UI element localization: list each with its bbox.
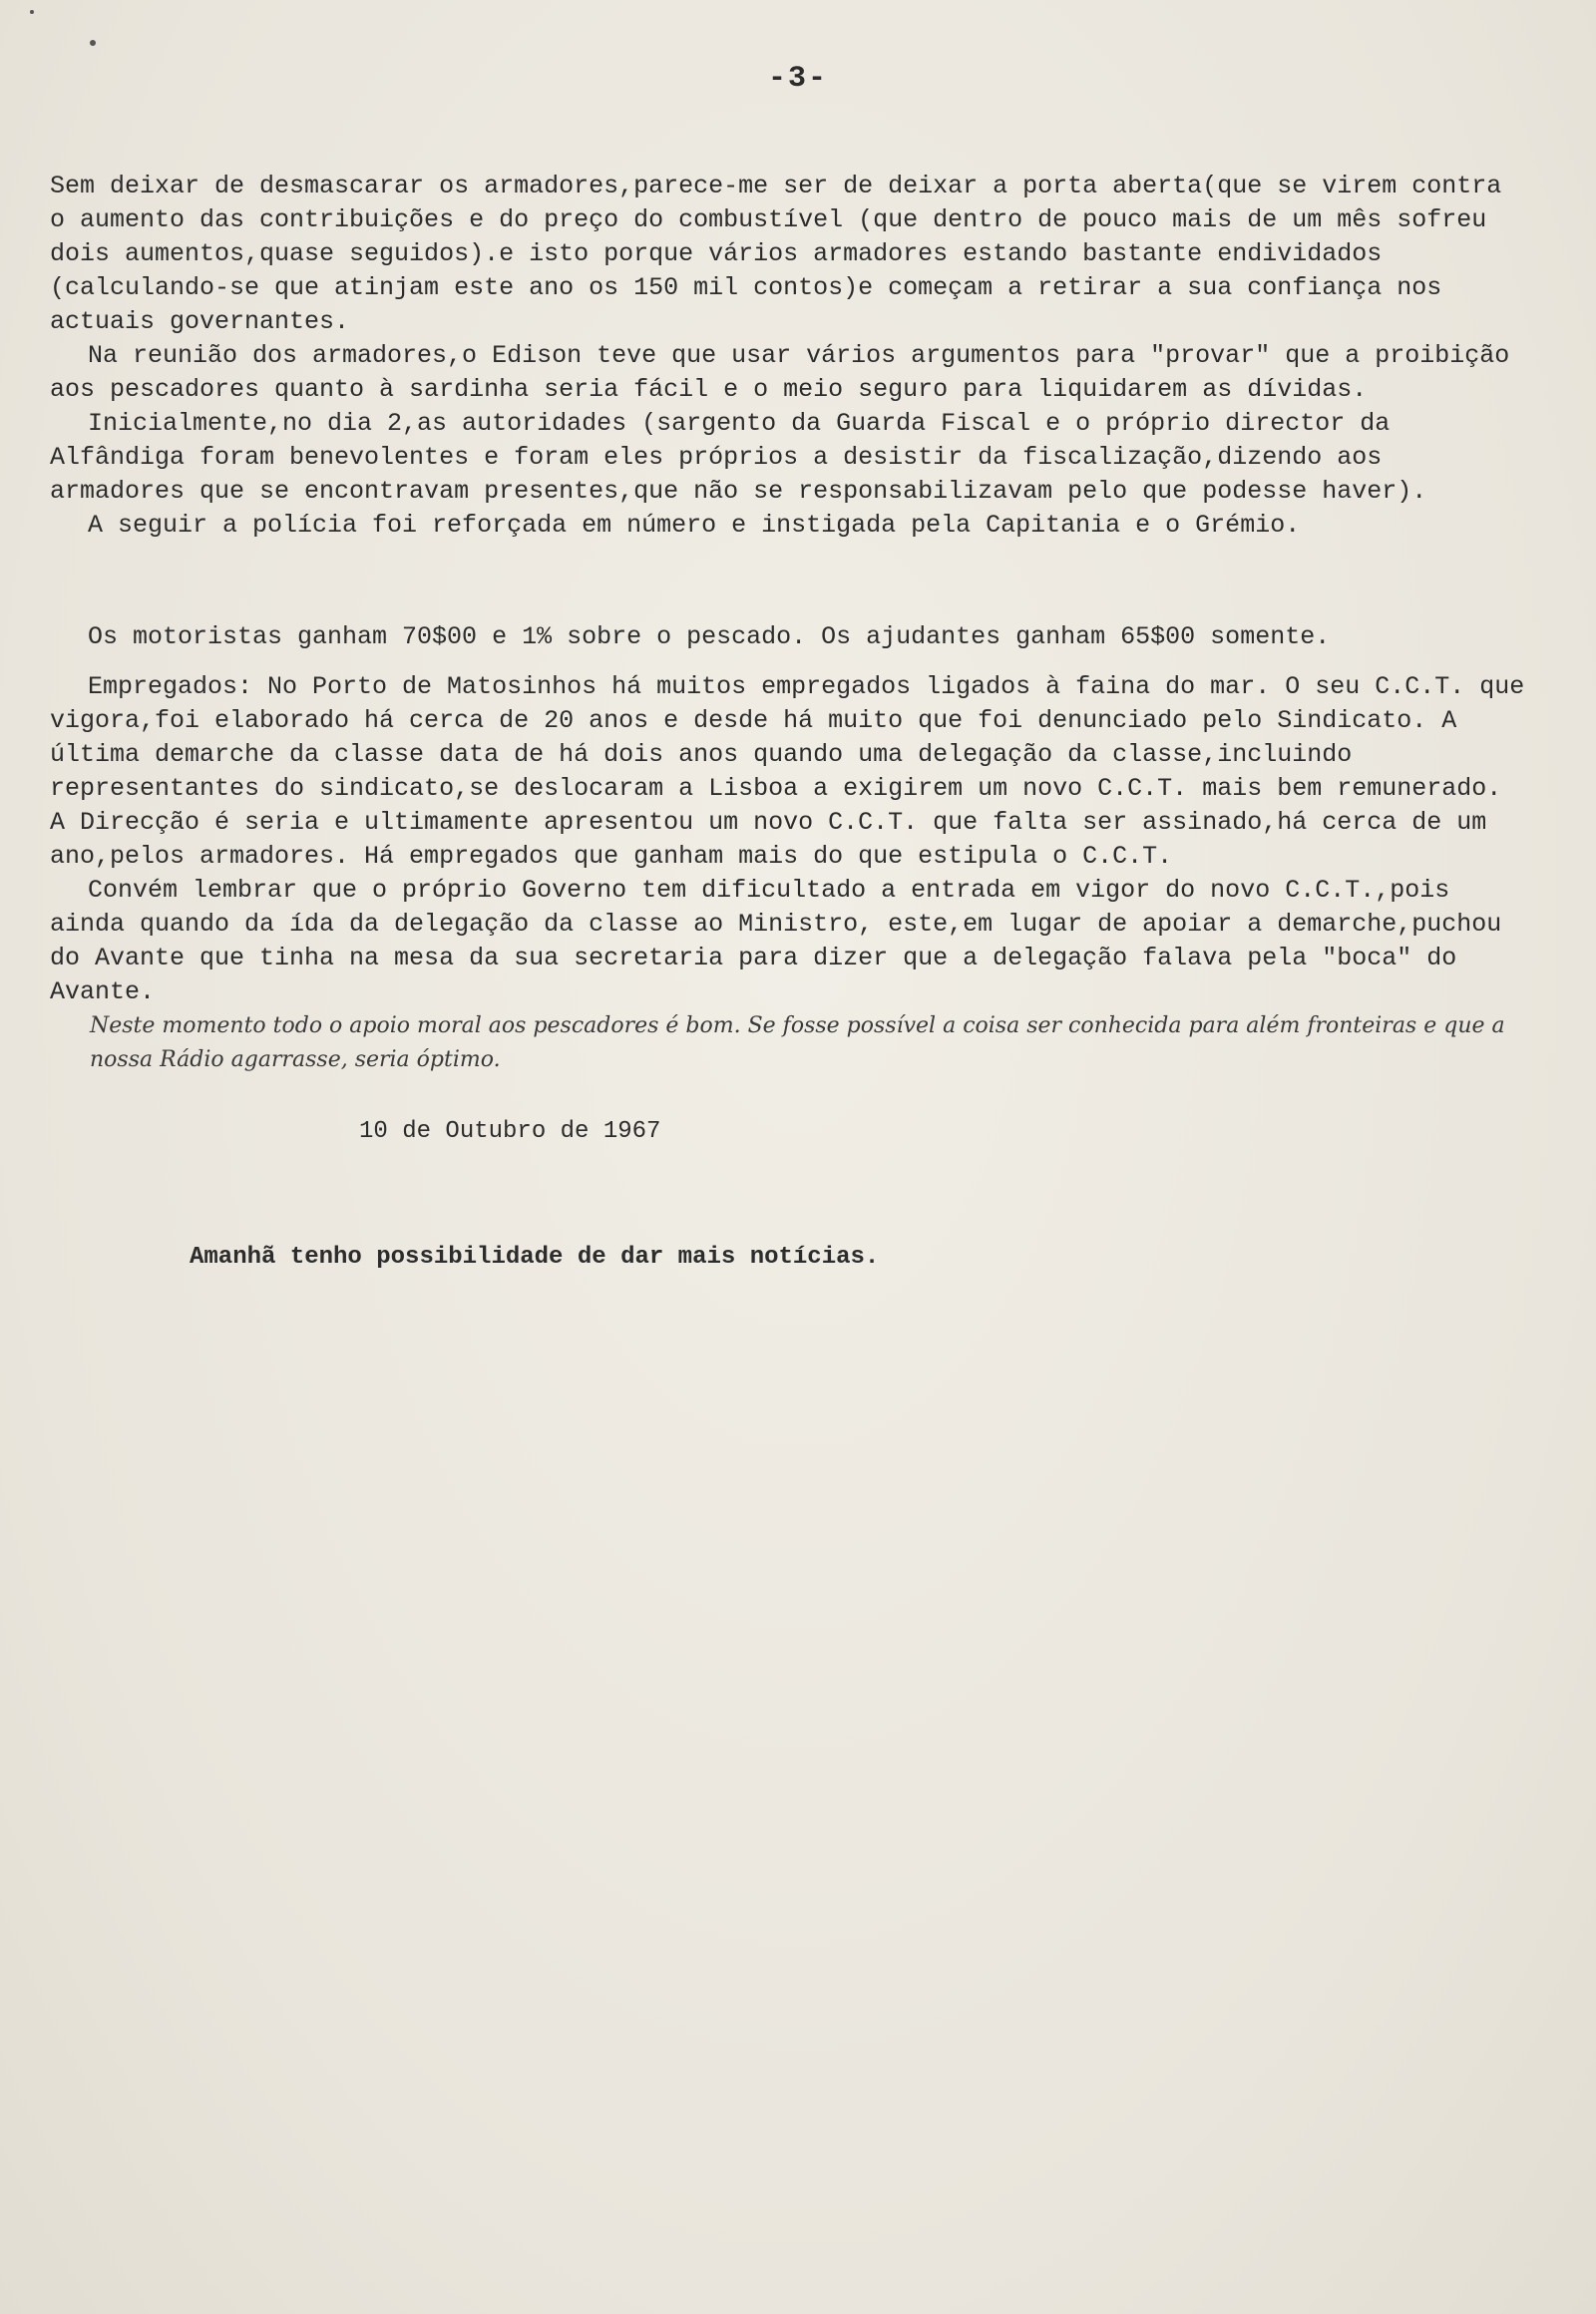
paragraph-reuniao: Na reunião dos armadores,o Edison teve que usar vários argumentos para "provar" que a proibição aos pescadores quanto à sardinha seria fácil e o meio seguro para liquidarem as dívidas. bbox=[50, 341, 1510, 404]
paragraph-policia: A seguir a polícia foi reforçada em número e instigada pela Capitania e o Grémio. bbox=[88, 511, 1301, 540]
paragraph-motoristas: Os motoristas ganham 70$00 e 1% sobre o pescado. Os ajudantes ganham 65$00 somente. bbox=[88, 622, 1331, 651]
paragraph-armadores: Sem deixar de desmascarar os armadores,parece-me ser de deixar a porta aberta(que se virem contra o aumento das contribuições e do preço do combustível (que dentro de pouco mais de um mês sofreu dois aumentos,quase seguidos).e isto porque vários armadores estando bastante endividados (calculando-se que atinjam este ano os 150 mil contos)e começam a retirar a sua confiança nos actuais governantes. bbox=[50, 172, 1502, 336]
paragraph-autoridades: Inicialmente,no dia 2,as autoridades (sargento da Guarda Fiscal e o próprio director da Alfândiga foram benevolentes e foram eles próprios a desistir da fiscalização,dizendo aos armadores que se encontravam presentes,que não se responsabilizavam pelo que podesse haver). bbox=[50, 409, 1427, 506]
paragraph-governo: Convém lembrar que o próprio Governo tem dificultado a entrada em vigor do novo C.C.T.,pois ainda quando da ída da delegação da classe ao Ministro, este,em lugar de apoiar a demarche,puchou do Avante que tinha na mesa da sua secretaria para dizer que a delegação falava pela "boca" do Avante. bbox=[50, 876, 1502, 1006]
paragraph-empregados: Empregados: No Porto de Matosinhos há muitos empregados ligados à faina do mar. O seu C.C.T. que vigora,foi elaborado há cerca de 20 anos e desde há muito que foi denunciado pelo Sindicato. A última demarche da classe data de há dois anos quando uma delegação da classe,incluindo representantes do sindicato,se deslocaram a Lisboa a exigirem um novo C.C.T. mais bem remunerado. A Direcção é seria e ultimamente apresentou um novo C.C.T. que falta ser assinado,há cerca de um ano,pelos armadores. Há empregados que ganham mais do que estipula o C.C.T. bbox=[50, 672, 1525, 871]
letter-body bbox=[50, 170, 1526, 1275]
page-number: -3- bbox=[767, 62, 828, 96]
paper-speck bbox=[30, 10, 34, 14]
handwritten-note: Neste momento todo o apoio moral aos pescadores é bom. Se fosse possível a coisa ser conhecida para além fronteiras e que a nossa Rádio agarrasse, seria óptimo. bbox=[90, 1013, 1505, 1072]
date-line: 10 de Outubro de 1967 bbox=[359, 1118, 661, 1145]
closing-line: Amanhã tenho possibilidade de dar mais notícias. bbox=[190, 1244, 880, 1271]
paper-speck bbox=[90, 40, 96, 46]
paragraph-gap bbox=[50, 654, 1526, 670]
paragraph-gap bbox=[50, 543, 1526, 620]
